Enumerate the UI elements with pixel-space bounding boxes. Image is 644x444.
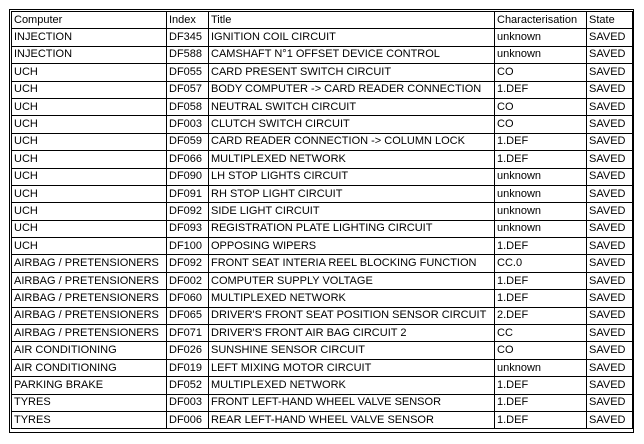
table-header-row — [12, 12, 633, 29]
cell-computer: UCH — [12, 81, 167, 98]
table-row — [12, 325, 633, 342]
cell-index: DF090 — [167, 168, 209, 185]
cell-title: REGISTRATION PLATE LIGHTING CIRCUIT — [209, 220, 495, 237]
cell-title: FRONT SEAT INTERIA REEL BLOCKING FUNCTION — [209, 255, 495, 272]
cell-title: LH STOP LIGHTS CIRCUIT — [209, 168, 495, 185]
cell-title: MULTIPLEXED NETWORK — [209, 377, 495, 394]
cell-index: DF065 — [167, 307, 209, 324]
cell-state: SAVED — [587, 203, 633, 220]
cell-title: REAR LEFT-HAND WHEEL VALVE SENSOR — [209, 411, 495, 428]
cell-computer: UCH — [12, 116, 167, 133]
cell-characterisation: CO — [495, 342, 587, 359]
header-index: Index — [167, 12, 209, 29]
cell-state: SAVED — [587, 255, 633, 272]
table-row — [12, 377, 633, 394]
table-row — [12, 81, 633, 98]
cell-title: SUNSHINE SENSOR CIRCUIT — [209, 342, 495, 359]
table-row — [12, 220, 633, 237]
table-row — [12, 394, 633, 411]
table-row — [12, 272, 633, 289]
cell-computer: TYRES — [12, 411, 167, 428]
cell-characterisation: CC — [495, 325, 587, 342]
cell-state: SAVED — [587, 220, 633, 237]
cell-computer: INJECTION — [12, 29, 167, 46]
cell-state: SAVED — [587, 29, 633, 46]
cell-computer: UCH — [12, 151, 167, 168]
cell-computer: AIR CONDITIONING — [12, 342, 167, 359]
cell-title: BODY COMPUTER -> CARD READER CONNECTION — [209, 81, 495, 98]
cell-characterisation: CO — [495, 64, 587, 81]
cell-index: DF059 — [167, 133, 209, 150]
cell-index: DF002 — [167, 272, 209, 289]
cell-index: DF092 — [167, 203, 209, 220]
cell-index: DF066 — [167, 151, 209, 168]
cell-computer: AIRBAG / PRETENSIONERS — [12, 307, 167, 324]
header-computer: Computer — [12, 12, 167, 29]
cell-characterisation: unknown — [495, 29, 587, 46]
table-row — [12, 238, 633, 255]
header-title: Title — [209, 12, 495, 29]
cell-computer: AIRBAG / PRETENSIONERS — [12, 290, 167, 307]
cell-title: DRIVER'S FRONT SEAT POSITION SENSOR CIRCUIT — [209, 307, 495, 324]
cell-title: RH STOP LIGHT CIRCUIT — [209, 185, 495, 202]
cell-computer: UCH — [12, 220, 167, 237]
cell-characterisation: 1.DEF — [495, 272, 587, 289]
cell-index: DF058 — [167, 98, 209, 115]
cell-characterisation: unknown — [495, 359, 587, 376]
cell-index: DF093 — [167, 220, 209, 237]
cell-title: SIDE LIGHT CIRCUIT — [209, 203, 495, 220]
cell-index: DF100 — [167, 238, 209, 255]
cell-index: DF003 — [167, 116, 209, 133]
table-row — [12, 151, 633, 168]
cell-title: MULTIPLEXED NETWORK — [209, 151, 495, 168]
cell-state: SAVED — [587, 133, 633, 150]
fault-table — [11, 11, 633, 429]
cell-title: FRONT LEFT-HAND WHEEL VALVE SENSOR — [209, 394, 495, 411]
cell-computer: UCH — [12, 98, 167, 115]
header-characterisation: Characterisation — [495, 12, 587, 29]
cell-characterisation: 1.DEF — [495, 377, 587, 394]
cell-characterisation: CC.0 — [495, 255, 587, 272]
cell-state: SAVED — [587, 359, 633, 376]
cell-state: SAVED — [587, 342, 633, 359]
table-row — [12, 116, 633, 133]
table-row — [12, 168, 633, 185]
cell-computer: UCH — [12, 133, 167, 150]
cell-index: DF057 — [167, 81, 209, 98]
cell-index: DF091 — [167, 185, 209, 202]
cell-computer: PARKING BRAKE — [12, 377, 167, 394]
cell-computer: AIRBAG / PRETENSIONERS — [12, 272, 167, 289]
table-row — [12, 290, 633, 307]
table-row — [12, 203, 633, 220]
cell-characterisation: unknown — [495, 185, 587, 202]
table-row — [12, 185, 633, 202]
cell-computer: UCH — [12, 203, 167, 220]
cell-computer: AIR CONDITIONING — [12, 359, 167, 376]
cell-characterisation: unknown — [495, 168, 587, 185]
cell-characterisation: unknown — [495, 220, 587, 237]
cell-characterisation: 1.DEF — [495, 151, 587, 168]
table-row — [12, 307, 633, 324]
cell-characterisation: 1.DEF — [495, 81, 587, 98]
cell-characterisation: 1.DEF — [495, 411, 587, 428]
table-row — [12, 133, 633, 150]
table-row — [12, 98, 633, 115]
cell-index: DF003 — [167, 394, 209, 411]
cell-state: SAVED — [587, 64, 633, 81]
cell-index: DF588 — [167, 46, 209, 63]
cell-state: SAVED — [587, 46, 633, 63]
cell-state: SAVED — [587, 98, 633, 115]
cell-state: SAVED — [587, 185, 633, 202]
table-row — [12, 411, 633, 428]
cell-state: SAVED — [587, 81, 633, 98]
cell-title: CARD READER CONNECTION -> COLUMN LOCK — [209, 133, 495, 150]
cell-characterisation: 1.DEF — [495, 394, 587, 411]
cell-state: SAVED — [587, 411, 633, 428]
table-row — [12, 359, 633, 376]
cell-index: DF055 — [167, 64, 209, 81]
cell-title: DRIVER'S FRONT AIR BAG CIRCUIT 2 — [209, 325, 495, 342]
cell-computer: AIRBAG / PRETENSIONERS — [12, 325, 167, 342]
cell-state: SAVED — [587, 290, 633, 307]
cell-state: SAVED — [587, 151, 633, 168]
cell-index: DF060 — [167, 290, 209, 307]
cell-computer: UCH — [12, 185, 167, 202]
cell-computer: UCH — [12, 168, 167, 185]
cell-title: IGNITION COIL CIRCUIT — [209, 29, 495, 46]
cell-index: DF019 — [167, 359, 209, 376]
cell-title: CARD PRESENT SWITCH CIRCUIT — [209, 64, 495, 81]
cell-index: DF026 — [167, 342, 209, 359]
cell-title: CLUTCH SWITCH CIRCUIT — [209, 116, 495, 133]
header-state: State — [587, 12, 633, 29]
cell-title: MULTIPLEXED NETWORK — [209, 290, 495, 307]
cell-index: DF052 — [167, 377, 209, 394]
cell-characterisation: 2.DEF — [495, 307, 587, 324]
cell-title: COMPUTER SUPPLY VOLTAGE — [209, 272, 495, 289]
cell-state: SAVED — [587, 116, 633, 133]
cell-state: SAVED — [587, 307, 633, 324]
cell-computer: TYRES — [12, 394, 167, 411]
table-body — [12, 29, 633, 429]
table-row — [12, 29, 633, 46]
cell-characterisation: 1.DEF — [495, 238, 587, 255]
cell-index: DF006 — [167, 411, 209, 428]
cell-characterisation: unknown — [495, 46, 587, 63]
cell-state: SAVED — [587, 272, 633, 289]
cell-state: SAVED — [587, 238, 633, 255]
cell-title: LEFT MIXING MOTOR CIRCUIT — [209, 359, 495, 376]
cell-index: DF345 — [167, 29, 209, 46]
cell-characterisation: unknown — [495, 203, 587, 220]
fault-table-frame — [9, 9, 634, 433]
table-row — [12, 255, 633, 272]
table-row — [12, 342, 633, 359]
cell-title: CAMSHAFT N°1 OFFSET DEVICE CONTROL — [209, 46, 495, 63]
cell-characterisation: CO — [495, 116, 587, 133]
cell-state: SAVED — [587, 168, 633, 185]
cell-title: OPPOSING WIPERS — [209, 238, 495, 255]
cell-state: SAVED — [587, 377, 633, 394]
cell-computer: AIRBAG / PRETENSIONERS — [12, 255, 167, 272]
cell-title: NEUTRAL SWITCH CIRCUIT — [209, 98, 495, 115]
cell-state: SAVED — [587, 325, 633, 342]
cell-computer: UCH — [12, 64, 167, 81]
cell-computer: UCH — [12, 238, 167, 255]
cell-computer: INJECTION — [12, 46, 167, 63]
cell-state: SAVED — [587, 394, 633, 411]
table-row — [12, 46, 633, 63]
cell-characterisation: CO — [495, 98, 587, 115]
cell-characterisation: 1.DEF — [495, 290, 587, 307]
cell-characterisation: 1.DEF — [495, 133, 587, 150]
table-row — [12, 64, 633, 81]
cell-index: DF071 — [167, 325, 209, 342]
cell-index: DF092 — [167, 255, 209, 272]
